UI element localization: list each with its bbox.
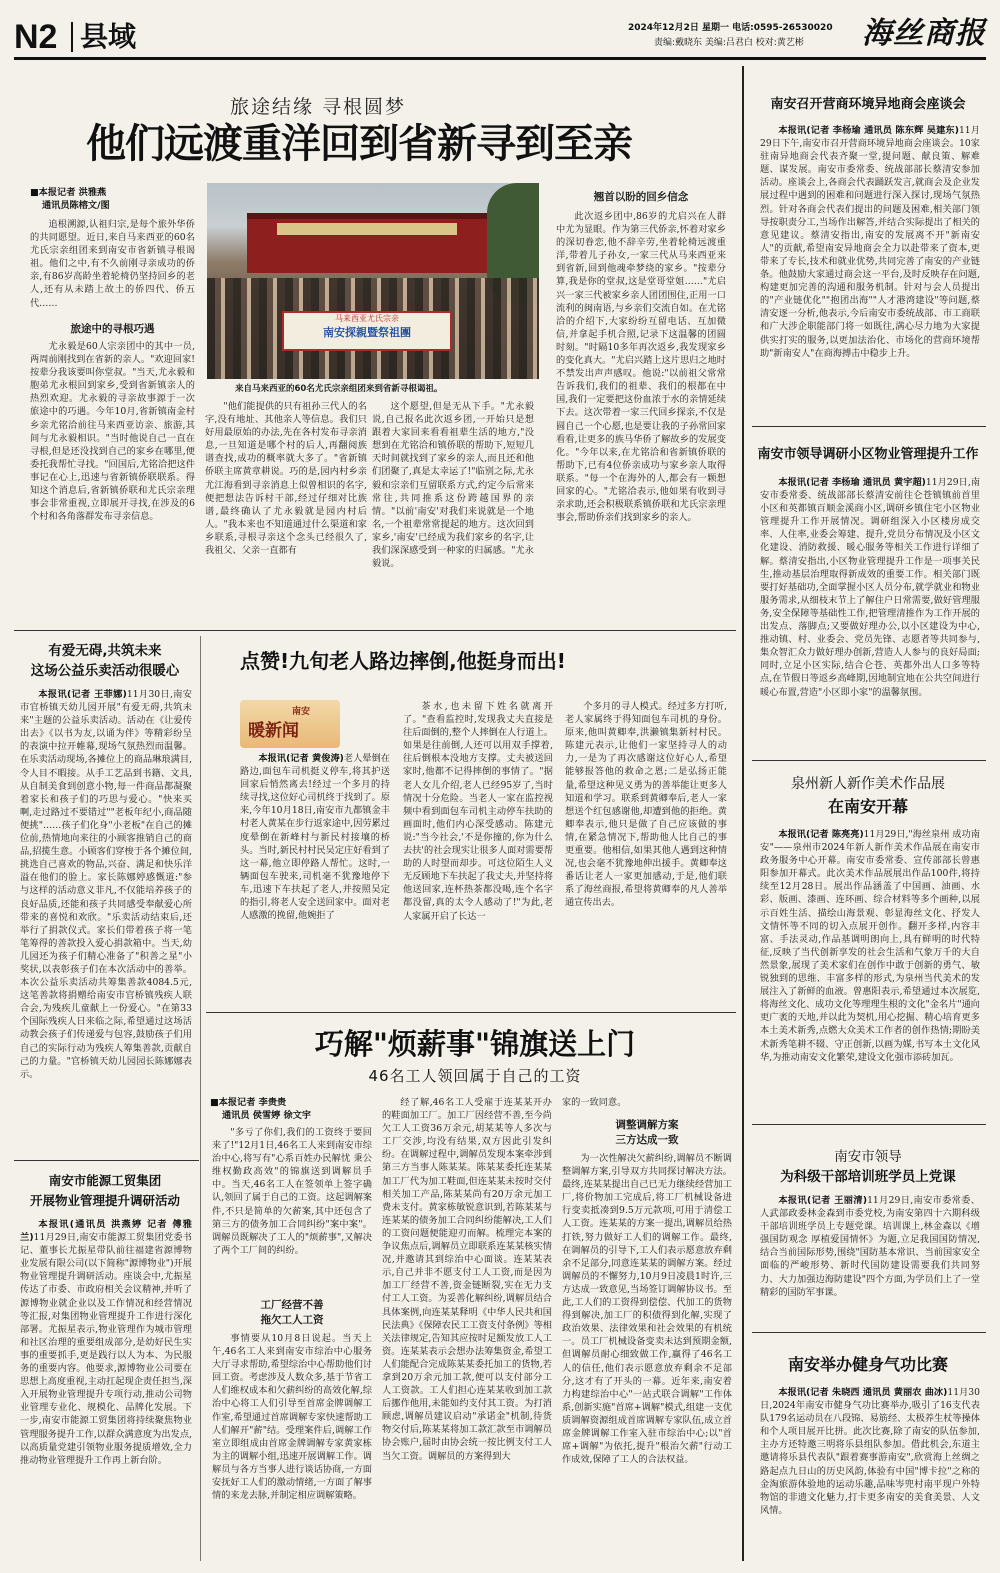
lead-intro: 追根溯源,认祖归宗,是每个旅外华侨的共同愿望。近日,来自马来西亚的60名尤氏宗亲组团来到南安市省新镇寻根谒祖。他们之中,有不久前刚寻亲成功的侨亲,有86岁高龄坐着轮椅仍坚持回乡的老人,还有从未踏上故土的侨四代、侨五代…… (30, 219, 195, 309)
c1-byline: 本报讯(记者 黄俊涛) (258, 753, 344, 764)
lead-title: 他们远渡重洋回到省新寻到至亲 (86, 120, 632, 167)
lead-byline-correspondent: 通讯员陈榕文/图 (42, 200, 110, 211)
c2-title: 巧解"烦薪事"锦旗送上门 (314, 1027, 636, 1061)
lead-col-4: 此次返乡团中,86岁的尤启兴在人群中尤为显眼。作为第三代侨亲,怀着对家乡的深切眷恋,他不辞辛劳,坐着轮椅远渡重洋,带着儿子孙女,一家三代从马来西亚来到省新,回到他魂牵梦绕的家乡。"按辈分算,我是你的堂叔,这是堂哥堂姐……"尤启兴一家三代被家乡亲人团团围住,正用一口流利的闽南语,与乡亲们交流自如。在尤铭洽的介绍下,大家纷纷互留电话、互加微信,并拿起手机合照,记录下这温馨的团圆时刻。"时隔10多年再次返乡,我发现家乡的变化真大。"尤启兴踏上这片思归之地时不禁发出声声感叹。他说:"以前祖父常常告诉我们,我们的祖辈、我们的根都在中国,我们一定要把这份血浓于水的亲情延续下去。这次带着一家三代回乡探亲,不仅是圆自己一个心愿,也是要让我的子孙常回家看看,让更多的族马华侨了解故乡的发展变化。"今年以来,在尤铭洽和省新镇侨联的帮助下,已有4位侨亲成功与家乡亲人取得联系。"每一个在海外的人,都会有一颗想回家的心。"尤铭洽表示,他如果有收到寻亲求助,还会积极联系镇侨联和尤氏宗亲理事会,帮助侨亲们找到家乡的亲人。 (556, 211, 726, 524)
warm-news-logo-top: 南安 (292, 707, 311, 717)
lead-photo-caption: 来自马来西亚的60名尤氏宗亲组团来到省新寻根谒祖。 (235, 384, 443, 394)
photo-banner (282, 311, 452, 351)
lead-bottom-rule (14, 630, 736, 631)
warm-news-logo-main: 暖新闻 (248, 721, 299, 741)
c2-col-2: 经了解,46名工人受雇于连某某开办的鞋面加工厂。加工厂因经营不善,至今尚欠工人工资36万余元,胡某某等人多次与工厂交涉,均没有结果,双方因此引发纠纷。在调解过程中,调解员发现本案牵涉到第三方当事人陈某某。陈某某委托连某某加工厂代为加工鞋面,但连某某未按时交付相关加工产品,陈某某尚有20万余元加工费未支付。黄家栋敏锐意识到,若陈某某与连某某的债务加工合同纠纷能解决,工人们的工资问题便能迎刃而解。梳理完本案的争议焦点后,调解员立即联系连某某核实情况,并邀请其到综治中心面谈。连某某表示,自己并非不愿支付工人工资,而是因为加工厂经营不善,资金链断裂,实在无力支付工人工资。为妥善化解纠纷,调解员结合具体案例,向连某某释明《中华人民共和国民法典》《保障农民工工资支付条例》等相关法律规定,告知其应按时足额发放工人工资。连某某表示会想办法筹集资金,希望工人们能配合完成陈某某委托加工的货物,若拿到20万余元加工款,便可以支付部分工人工资款。工人们担心连某某收到加工款后挪作他用,未能如约支付其工资。为打消顾虑,调解员建议启动"承诺金"机制,待货物交付后,陈某某将加工款汇款至市调解员协会账户,届时由协会统一按比例支付工人当欠工资。调解员的方案得到大 (382, 1097, 552, 1462)
a4-body (760, 1194, 980, 1326)
c2-col-3: 为一次性解决欠薪纠纷,调解员不断调整调解方案,引导双方共同探讨解决方法。最终,连某某提出自己已无力继续经营加工厂,将价物加工完成后,将工厂机械设备进行变卖抵凑到9.5万元款项,可用于清偿工人工资。连某某的方案一提出,调解员给热打铁,努力做好工人们的调解工作。最终,在调解员的引导下,工人们表示愿意放弃剩余不足部分,同意连某某的调解方案。经过调解员的不懈努力,10月9日凌晨1时许,三方达成一致意见,当场签订调解协议书。至此,工人们的工资得到偿偿、代加工的货物得到解决,加工厂的积债得到化解,实现了政治效果、法律效果和社会效果的有机统一。员工厂机械设备变卖未达到预期金额,但调解员耐心细致做工作,赢得了46名工人的信任,他们表示愿意放弃剩余不足部分,这才有了开头的一幕。近年来,南安着力构建综治中心"一站式联合调解"工作体系,创新实施"首席+调解"模式,组建一支优质调解资源组成首席调解专家队伍,成立首席金牌调解工作室入驻市综治中心;以"首席+调解"为依托,提升"根治欠薪"行动工作成效,保障了工人的合法权益。 (562, 1153, 732, 1466)
b1-text: 11月30日,南安市官桥镇天幼儿园开展"有爱无碍,共筑未来"主题的公益乐卖活动。活动在《让爱传出去》《以书为友,以诵为伴》等精彩纷呈的表演中拉开帷幕,现场气氛热烈而温馨。在乐卖活动现场,各摊位上的商品琳琅满目,令人目不暇接。从手工艺品到书籍、文具,从自制美食到创意小物,每一件商品都凝聚着家长和孩子们的巧思与爱心。"快来买啊,走过路过不要错过""老板年纪小,商品随便挑"……孩子们化身"小老板"在自己的摊位前,热情地向来往的小顾客推销自己的商品,招揽生意。小顾客们穿梭于各个摊位间,挑选自己喜欢的物品,兴奋、满足和快乐洋溢在他们的脸上。家长陈娜婷感慨道:"参与这样的活动意义非凡,不仅能培养孩子的良好品质,还能和孩子共同感受奉献爱心所带来的喜悦和欢欣。"乐卖活动结束后,还举行了捐款仪式。家长们带着孩子将一笔笔筹得的善款投入爱心捐款箱中。当天,幼儿园还为孩子们精心准备了"积善之星"小奖状,以表彰孩子们在本次活动中的善举。本次公益乐卖活动共筹集善款4084.5元,这笔善款将捐赠给南安市官桥镇残疾人联合会,为残疾儿童献上一份爱心。"在第33个国际残疾人日来临之际,希望通过这场活动教会孩子们传递爱与包容,鼓励孩子们用自己的实际行动为残疾人筹集善款,贡献自己的力量。"官桥镇天幼儿园园长陈娜娜表示。 (20, 689, 192, 1080)
b1-byline: 本报讯(记者 王菲娜) (38, 689, 127, 700)
a2-text: 11月29日,南安市委常委、统战部部长蔡清安前往仑苍镇镇前首里小区和英都镇百顺金溪商小区,调研乡镇住宅小区物业管理提升工作开展情况。调研组深入小区楼房成交率、人住率,业委会筹建、提升,党员分布情况及小区文化建设、消防救援、暖心服务等相关工作进行详细了解。蔡清安指出,小区物业管理提升工作是一项事关民生,推动基层治理取得新成效的重要工作。相关部门既要打好基础功,全面掌握小区人员分布,就学就业和物业服务需求,从细枝末节上了解住户日常需要,做好管理服务,安全保障等基础性工作,把管理清推作为工作开展的出发点、落脚点;又要做好理办公,以小区建设为中心,推动镇、村、业委会、党员先锋、志愿者等共同参与,集众智汇众力做好理办创新,营造人人参与的良好局面;同时,立足小区实际,结合仑苍、英都外出人口多等特点,在节假日等返乡高峰期,因地制宜地在公共空间进行暖心布置,营造"小区即小家"的温馨氛围。 (760, 477, 980, 698)
a5-title: 南安举办健身气功比赛 (787, 1355, 948, 1374)
c1-col-1 (240, 752, 390, 1010)
lead-byline-reporter: ■本报记者 洪雅燕 (30, 187, 107, 198)
c1-title: 点赞!九旬老人路边摔倒,他挺身而出! (240, 649, 566, 673)
b1-title-2: 这场公益乐卖活动很暖心 (30, 663, 180, 679)
a1-title: 南安召开营商环境异地商会座谈会 (770, 97, 966, 112)
a4-byline: 本报讯(记者 王丽清) (778, 1195, 868, 1206)
a3-title-1: 泉州新人新作美术作品展 (791, 776, 945, 792)
right-divider-4 (752, 1332, 986, 1333)
c2-subhead-2: 调整调解方案 三方达成一致 (615, 1119, 679, 1146)
c2-subtitle: 46名工人领回属于自己的工资 (368, 1067, 582, 1085)
right-col-rule (742, 66, 744, 1561)
c2-byline-reporter: ■本报记者 李贵贵 (210, 1097, 287, 1108)
a1-byline: 本报讯(记者 李杨瑜 通讯员 陈东辉 吴建东) (778, 125, 959, 136)
b2-body (20, 1218, 192, 1560)
newspaper-logo: 海丝商报 (862, 16, 986, 51)
a4-title-1: 南安市领导 (834, 1149, 902, 1165)
a5-body (760, 1386, 980, 1561)
lead-subhead-2: 翘首以盼的回乡信念 (593, 191, 689, 203)
c1-col-1-text: 老人晕倒在路边,面包车司机挺义停车,将其护送回家后悄然离去!经过一个多月的持续寻找,这位好心司机终于找到了。原来,今年10月18日,南安市九都镇金丰村老人黄某在步行返家途中,因劳累过度晕倒在新峰村与新民村接壤的桥头。当时,新民村村民吴定庄好看到了这一幕,他立即停路人帮忙。这时,一辆面包车驶来,司机毫不犹豫地停下车,迅速下车扶起了老人,并按照吴定的指引,将老人安全送回家中。面对老人感激的挽留,他婉拒了 (240, 753, 390, 922)
lead-col-3: 这个愿望,但是无从下手。"尤永毅说,自己报名此次返乡团,一开始只是想跟着大家回来看看祖辈生活的地方,"没想到在尤铭洽和镇侨联的帮助下,短短几天时间就找到了家乡的亲人,而且还和他们团聚了,真是太幸运了!"临别之际,尤永毅和宗亲们互留联系方式,约定今后常来常往,共同推系这份跨越国界的亲情。"以前'南安'对我们来说就是一个地名,一个祖辈常常提起的地方。这次回到家乡,'南安'已经成为我们家乡的名字,让我们深深感受到一种家的归属感。"尤永毅说。 (372, 401, 534, 570)
mid-divider (206, 1012, 736, 1013)
right-divider-3 (752, 1124, 986, 1125)
photo-banner-line-2: 南安探親暨祭祖團 (323, 326, 411, 339)
a1-body (760, 124, 980, 424)
a4-text: 11月29日,南安市委常委、人武部政委林金森到市委党校,为南安第四十六期科级干部培训班学员上专题党课。培训课上,林金森以《增强国防观念 厚植爱国情怀》为题,立足我国国防情况,结合当前国际形势,围绕"国防基本常识、当前国家安全面临的严峻形势、新时代国防建设需要我们共同努力、大力加强边海防建设"四个方面,为学员们上了一堂精彩的国防军事课。 (760, 1195, 980, 1298)
b2-byline: 本报讯(通讯员 洪燕婷 记者 傅雅兰) (20, 1219, 192, 1244)
a3-title-2: 在南安开幕 (827, 797, 908, 816)
lead-subhead-1: 旅途中的寻根巧遇 (70, 323, 155, 335)
left-divider (14, 1160, 199, 1161)
date-line: 2024年12月2日 星期一 电话:0595-26530020 (628, 23, 833, 33)
a2-title: 南安市领导调研小区物业管理提升工作 (757, 447, 979, 462)
section-name: 县域 (80, 20, 137, 53)
c2-col-1-intro: "多亏了你们,我们的工资终于要回来了!"12月1日,46名工人来到南安市综治中心,将写有"心系百姓办民解忧 秉公维权勤政高效"的锦旗送到调解员手中。当天,46名工人在签领单上签字确认,领回了属于自己的工资。这起调解案件,不只是简单的欠薪案,其中还包含了第三方的债务加工合同纠纷"案中案"。调解员既解决了工人的"烦薪事",又解决了两个工厂间的纠纷。 (212, 1127, 372, 1256)
photo-banner-line-1: 马来西亚尤氏宗亲 (335, 314, 399, 323)
editors-line: 责编:戴晓东 美编:吕君白 校对:黄艺彬 (654, 38, 804, 48)
masthead-divider (71, 22, 73, 52)
masthead-rule (14, 57, 986, 60)
left-col-rule (200, 636, 201, 1561)
c2-col-3-lead: 家的一致同意。 (562, 1097, 627, 1108)
c2-byline-correspondent: 通讯员 侯雪婷 徐文宇 (222, 1110, 312, 1121)
page-number: N2 (14, 18, 58, 56)
a5-byline: 本报讯(记者 朱晓西 通讯员 黄丽农 曲冰) (778, 1387, 948, 1398)
a2-byline: 本报讯(记者 李杨瑜 通讯员 黄宇超) (778, 477, 926, 488)
a3-text: 11月29日,"海丝泉州 成功南安"——泉州市2024年新人新作美术作品展在南安市政务服务中心开幕。南安市委常委、宣传部部长曾惠阳参加开幕式。此次美术作品展展出作品100件,将持续至12月28日。展出作品涵盖了中国画、油画、水彩、版画、漆画、连环画、综合材料等多个画种,以展示百姓生活、描绘山海景观、彰显海丝文化、抒发人文情怀等不同的切入点展开创作。翻开多样,内容丰富、手法灵动,作品基调明朗向上,具有鲜明的时代特征,反映了当代创新享发的社会生活和气象万千的大自然景象,展现了美术家们在创作中敢于创新的勇气、敏锐独到的思维、丰富多样的形式,为泉州当代美术的发展注入了新鲜的血液。曾惠阳表示,希望通过本次展览,将海丝文化、成功文化等理理生根的文化"金名片"通向更广袤的天地,并以此为契机,用心挖掘、精心培育更多本土美术新秀,点燃大众美术工作者的创作热情;期盼美术新秀笔耕不辍、守正创新,以画为媒,书写本土文化风华,为推动南安文化繁荣,建设文化强市添砖加瓦。 (760, 829, 980, 1063)
a2-body (760, 476, 980, 756)
c1-col-3: 个多月的寻人模式。经过多方打听,老人家属终于得知面包车司机的身份。原来,他叫黄卿奉,洪濑镇集新村村民。陈建元表示,让他们一家坚持寻人的动力,一是为了再次感谢这位好心人,希望能够报答他的救命之恩;二是弘扬正能量,希望这种见义勇为的善举能让更多人知道和学习。联系到黄卿奉后,老人一家想送个红包感谢他,却遭到他的拒绝。黄卿奉表示,他只是做了自己应该做的事情,在紧急情况下,帮助他人比自己的事更重要。他相信,如果其他人遇到这种情况,也会毫不犹豫地伸出援手。黄卿奉这番话让老人一家更加感动,于是,他们联系了海丝商报,希望将黄卿奉的凡人善举通宣传出去。 (565, 701, 727, 909)
photo-temple (247, 213, 487, 273)
b2-title-1: 南安市能源工贸集团 (48, 1173, 162, 1188)
a4-title-2: 为科级干部培训班学员上党课 (780, 1169, 956, 1185)
lead-kicker: 旅途结缘 寻根圆梦 (230, 96, 407, 118)
a5-text: 11月30日,2024年南安市健身气功比赛举办,吸引了16支代表队179名运动员在八段锦、易筋经、太极养生杖等操体和个人项目展开比拼。此次比赛,除了南安的队伍参加,主办方还特邀三明将乐县组队参加。借此机会,东道主邀请将乐县代表队"跟着赛事游南安",欣赏海上丝绸之路起点九日山的历史风韵,体验有中国"博卡拉"之称的金淘旅游体验地的运动乐趣,品味岑兜村南平现户外特物馆的非遗文化魅力,打卡更多南安的美食美景、人文风情。 (760, 1387, 980, 1516)
right-divider-1 (752, 426, 986, 427)
right-divider-2 (752, 760, 986, 761)
c2-subhead-1: 工厂经营不善 拖欠工人工资 (260, 1299, 324, 1326)
c1-col-2: 茶水,也未留下姓名就离开了。"查看监控时,发现我丈夫直接是往后面倒的,整个人摔倒在人行道上。如果是往前倒,人还可以用双手撑着,往后倒根本没地方支撑。丈夫被送回家时,他都不记得摔倒的事情了。"据老人女儿介绍,老人已经95岁了,当时情况十分危险。当老人一家在监控视频中看到面包车司机主动停车扶助的画面时,他们内心深受感动。陈建元说:"当今社会,'不是你撞的,你为什么去扶'的社会现实让很多人面对需要帮助的人时望而却步。可这位陌生人义无反顾地下车扶起了我丈夫,并坚持将他送回家,连杯热茶都没喝,连个名字都没留,真的太令人感动了!"为此,老人家属开启了长达一 (403, 701, 553, 922)
b2-title-2: 开展物业管理提升调研活动 (29, 1193, 180, 1208)
lead-col-2: "他们能提供的只有祖孙三代人的名字,没有地址、其他亲人等信息。我们只好用最原始的办法,先在各村发布寻亲消息,一旦知道是哪个村的后人,再翻阅族谱查找,成功的概率就大多了。"省新镇侨联主席黄章耕说。巧的是,园内村乡亲尤江海看到寻亲消息上似曾相识的名字,便把想法告诉村干部,经过仔细对比族谱,最终确认了尤永毅就是园内村后人。"我本来也不知道通过什么渠道和家乡联系,寻根寻亲这个念头已经很久了,我祖父、父亲一直都有 (205, 401, 367, 557)
a3-byline: 本报讯(记者 陈亮亮) (778, 829, 864, 840)
photo-temple-plaque (277, 223, 457, 235)
lead-col-1: 尤永毅是60人宗亲团中的其中一员,两周前刚找到在省新的亲人。"欢迎回家!按辈分我该要叫你堂叔。"当天,尤永毅和胞弟尤永根回到家乡,受到省新镇亲人的热烈欢迎。尤永毅的寻亲故事源于一次旅途中的巧遇。今年10月,省新镇南金村乡亲尤铭洽前往马来西亚访亲、旅游,其间与尤永毅相识。"当时他说自己一直在寻根,但是还没找到自己的家乡在哪里,便委托我帮忙寻找。"回国后,尤铭洽把这件事记在心上,迅速与省新镇侨联联系。得知这个消息后,省新镇侨联和尤氏宗亲理事会非常重视,立即展开寻找,在涉及的6个村和各角落群发布寻亲信息。 (30, 341, 195, 523)
masthead (14, 10, 986, 62)
warm-news-logo (240, 700, 340, 748)
c2-col-1: 事情要从10月8日说起。当天上午,46名工人来到南安市综治中心服务大厅寻求帮助,希望综治中心帮助他们讨回工资。考虑涉及人数众多,基于节省工人们维权成本和欠薪纠纷的高效化解,综治中心将工人们引导至首席金牌调解工作室,希望通过首席调解专家快速帮助工人们解开"薪"结。受理案件后,调解工作室立即组成由首席金牌调解专家黄家栋为主的调解小组,迅速开展调解工作。调解员与各方当事人进行谈话协商,一方面安抚好工人们的激动情绪,一方面了解事情的来龙去脉,并制定相应调解策略。 (212, 1333, 372, 1502)
a3-body (760, 828, 980, 1120)
lead-photo (207, 183, 539, 379)
b2-text: 11月29日,南安市能源工贸集团党委书记、董事长尤振星带队前往福建省源博物业发展有限公司(以下简称"源博物业")开展物业管理提升调研活动。座谈会中,尤振星传达了市委、市政府相关会议精神,并听了源博物业就企业以及工作情况和经营情况等汇报,对集团物业管理提升工作进行深化部署。尤振星表示,物业管理作为城市管理和社区治理的重要组成部分,是幼好民生实事的重要抓手,更是践行以人为本、为民服务的重要内容。他要求,源博物业公司要在思想上高度重视,主动扛起现企责任担当,深入开展物业管理提升专项行动,推动公司物业管理专业化、规模化、品牌化发展。下一步,南安市能源工贸集团将持续聚焦物业管理服务提升工作,以群众满意度为出发点,以高质量党建引领物业服务提质增效,全力推动物业管理提升工作再上新台阶。 (20, 1232, 192, 1466)
b1-body (20, 688, 192, 1156)
a1-text: 11月29日下午,南安市召开营商环境异地商会座谈会。10家驻南异地商会代表齐聚一堂,提问题、献良策、解难题、谋发展。南安市委常委、统战部部长蔡清安参加活动。座谈会上,各商会代表踊跃发言,就商会及企业发展过程中遇到的困难和问题进行深入探讨,现场气氛热烈。针对各商会代表们提出的问题及困难,相关部门领导按职责分工,当场作出解答,并结合实际提出了相关的意见建议。蔡清安指出,南安的发展离不开"新南安人"的贡献,希望南安异地商会全力以赴带来了资本,更带来了专长,技术和就业优势,共同完善了南安的产业链条。他鼓励大家通过商会这一平台,及时反映存在问题,构建更加完善的沟通和服务机制。针对与会人员提出的"产业链优化""抱团出海""人才港湾建设"等问题,蔡清安逐一分析,他表示,今后南安市委统战部、市工商联和广大涉企职能部门将一如既往,满心尽力地为大家提供实打实的服务,以更加法治化、市场化的营商环境帮助"新南安人"在商海搏击中稳步上升。 (760, 125, 980, 359)
b1-title-1: 有爱无碍,共筑未来 (48, 643, 162, 659)
